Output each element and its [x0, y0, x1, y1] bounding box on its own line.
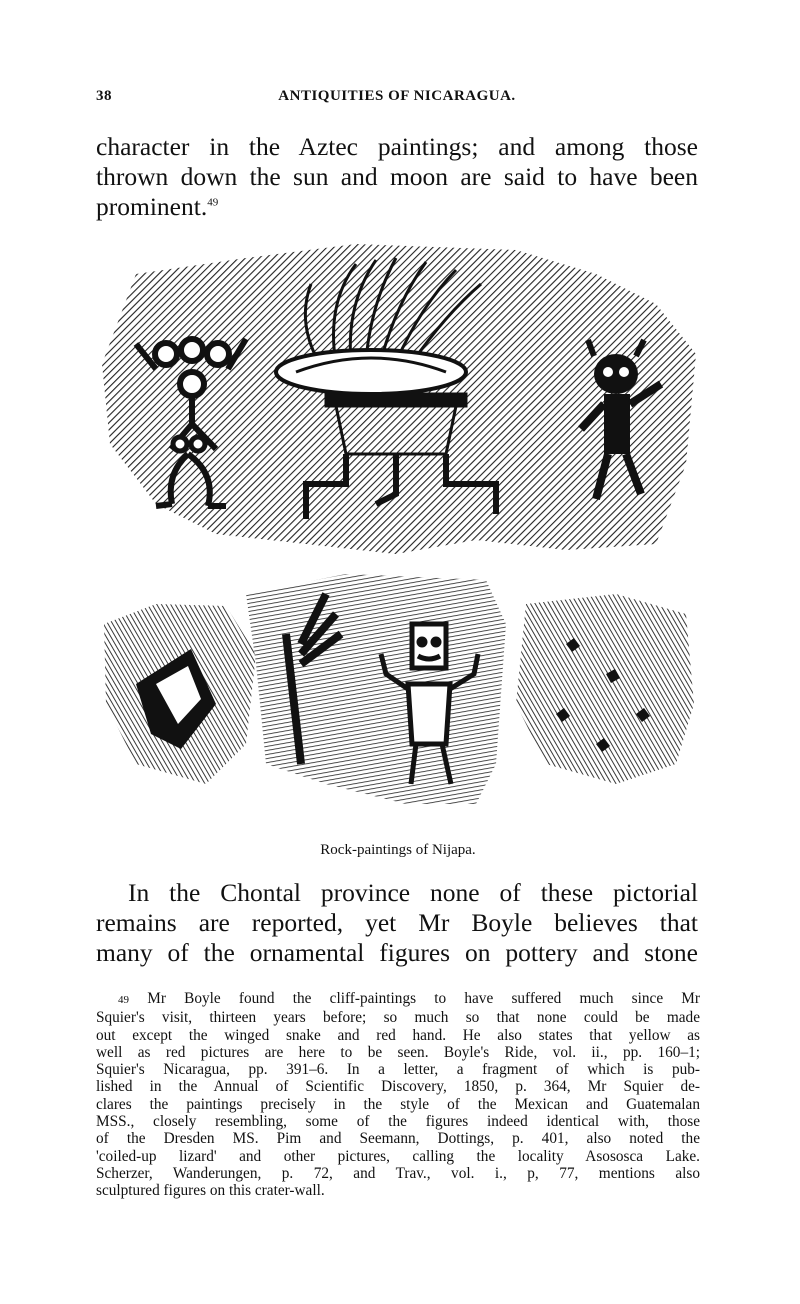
- footnote-marker: 49: [118, 994, 129, 1006]
- paragraph-line: many of the ornamental figures on pottery and stone: [96, 938, 698, 967]
- footnote-line: MSS., closely resembling, some of the figures indeed identical with, those: [96, 1113, 700, 1131]
- footnote-line: out except the winged snake and red hand. He also states that yellow as: [96, 1026, 700, 1044]
- top-paragraph: [96, 132, 698, 222]
- upper-rock-panel: [102, 244, 696, 554]
- page-number: 38: [96, 88, 112, 104]
- paragraph-line: thrown down the sun and moon are said to have been: [96, 162, 698, 191]
- footnote: [96, 990, 700, 1200]
- footnote-reference: 49: [207, 196, 219, 209]
- paragraph-line: remains are reported, yet Mr Boyle believes that: [96, 908, 698, 937]
- footnote-line: clares the paintings precisely in the style of the Mexican and Guatemalan: [96, 1095, 700, 1113]
- footnote-line-text: Mr Boyle found the cliff-paintings to have suffered much since Mr: [147, 990, 701, 1007]
- bottom-paragraph: [96, 878, 698, 968]
- paragraph-line: character in the Aztec paintings; and among those: [96, 132, 698, 161]
- footnote-line: Squier's Nicaragua, pp. 391–6. In a letter, a fragment of which is pub-: [96, 1061, 700, 1079]
- paragraph-line: [96, 192, 698, 222]
- footnote-line: Scherzer, Wanderungen, p. 72, and Trav., vol. i., p, 77, mentions also: [96, 1164, 700, 1182]
- footnote-line: lished in the Annual of Scientific Discovery, 1850, p. 364, Mr Squier de-: [96, 1078, 700, 1096]
- footnote-line: 'coiled-up lizard' and other pictures, calling the locality Asososca Lake.: [96, 1147, 700, 1165]
- rock-paintings-figure: [96, 244, 700, 836]
- paragraph-line: In the Chontal province none of these pictorial: [128, 878, 698, 907]
- running-title: ANTIQUITIES OF NICARAGUA.: [278, 88, 516, 104]
- footnote-line: [96, 990, 700, 1009]
- footnote-line: of the Dresden MS. Pim and Seemann, Dottings, p. 401, also noted the: [96, 1130, 700, 1148]
- footnote-line: sculptured figures on this crater-wall.: [96, 1182, 325, 1200]
- rock-paintings-illustration: [96, 244, 700, 836]
- figure-caption: Rock-paintings of Nijapa.: [320, 842, 476, 858]
- footnote-line: Squier's visit, thirteen years before; so much so that none could be made: [96, 1009, 700, 1027]
- lower-rock-panels: [104, 574, 694, 804]
- paragraph-line-text: prominent.: [96, 192, 208, 221]
- footnote-line: well as red pictures are here to be seen. Boyle's Ride, vol. ii., pp. 160–1;: [96, 1043, 700, 1061]
